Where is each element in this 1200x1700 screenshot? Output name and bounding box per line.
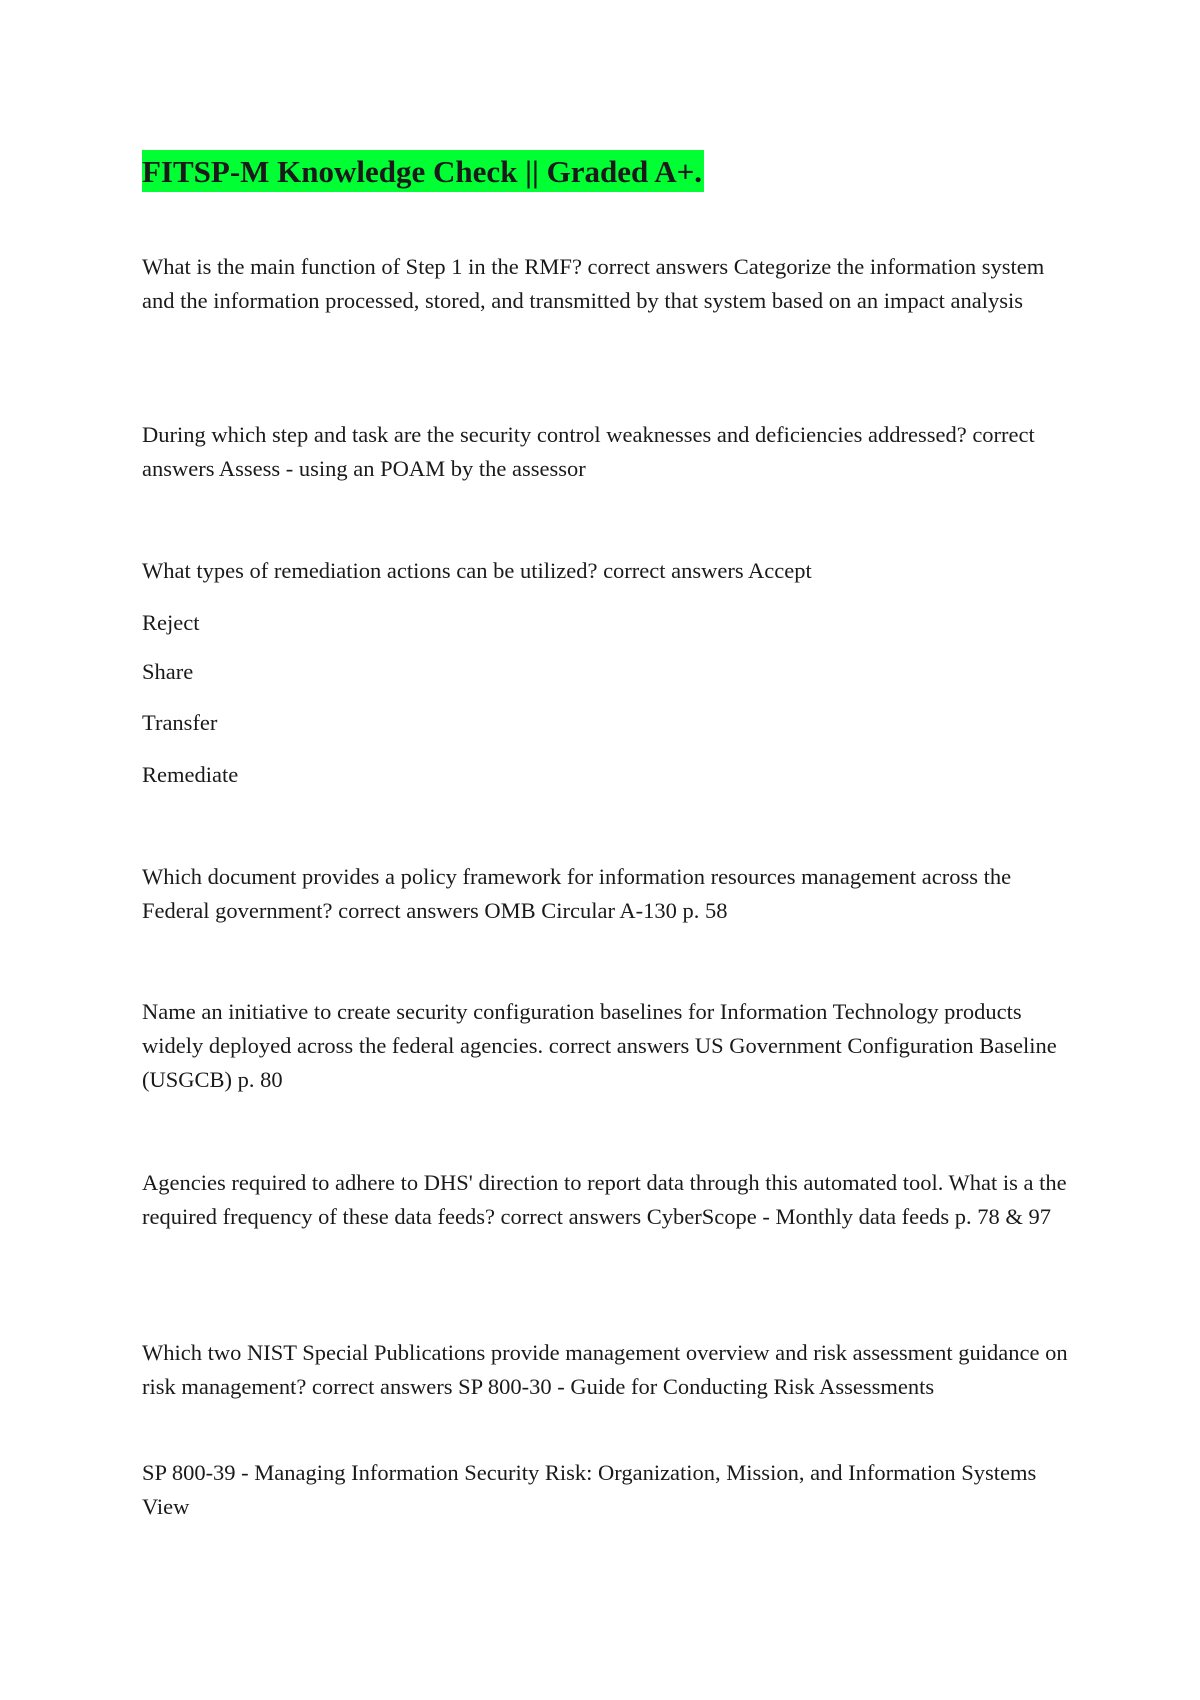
document-title: FITSP-M Knowledge Check || Graded A+. xyxy=(142,150,704,192)
qa-item-7: Which two NIST Special Publications provide management overview and risk assessment guidance on risk management? correct answers SP 800-30 - Guide for Conducting Risk Assessments xyxy=(142,1340,1068,1399)
qa-item-5: Name an initiative to create security configuration baselines for Information Technology products widely deployed across the federal agencies. correct answers US Government Configuration Baseline (USGCB) p. 80 xyxy=(142,999,1057,1092)
qa-item-3-option: Transfer xyxy=(142,710,218,735)
qa-item-6: Agencies required to adhere to DHS' direction to report data through this automated tool. What is a the required frequency of these data feeds? correct answers CyberScope - Monthly data feeds p. 78 & 97 xyxy=(142,1170,1067,1229)
qa-item-7-continuation: SP 800-39 - Managing Information Security Risk: Organization, Mission, and Information Systems View xyxy=(142,1460,1037,1519)
qa-item-3-option: Remediate xyxy=(142,762,239,787)
qa-item-3-option: Share xyxy=(142,659,194,684)
qa-item-3: What types of remediation actions can be utilized? correct answers Accept xyxy=(142,558,812,583)
qa-item-4: Which document provides a policy framework for information resources management across the Federal government? correct answers OMB Circular A-130 p. 58 xyxy=(142,864,1012,923)
qa-item-1: What is the main function of Step 1 in the RMF? correct answers Categorize the information system and the information processed, stored, and transmitted by that system based on an impact analysis xyxy=(142,254,1045,313)
document-page xyxy=(142,150,1082,1519)
qa-item-2: During which step and task are the security control weaknesses and deficiencies addressed? correct answers Assess - using an POAM by the assessor xyxy=(142,422,1035,481)
qa-item-3-option: Reject xyxy=(142,610,200,635)
